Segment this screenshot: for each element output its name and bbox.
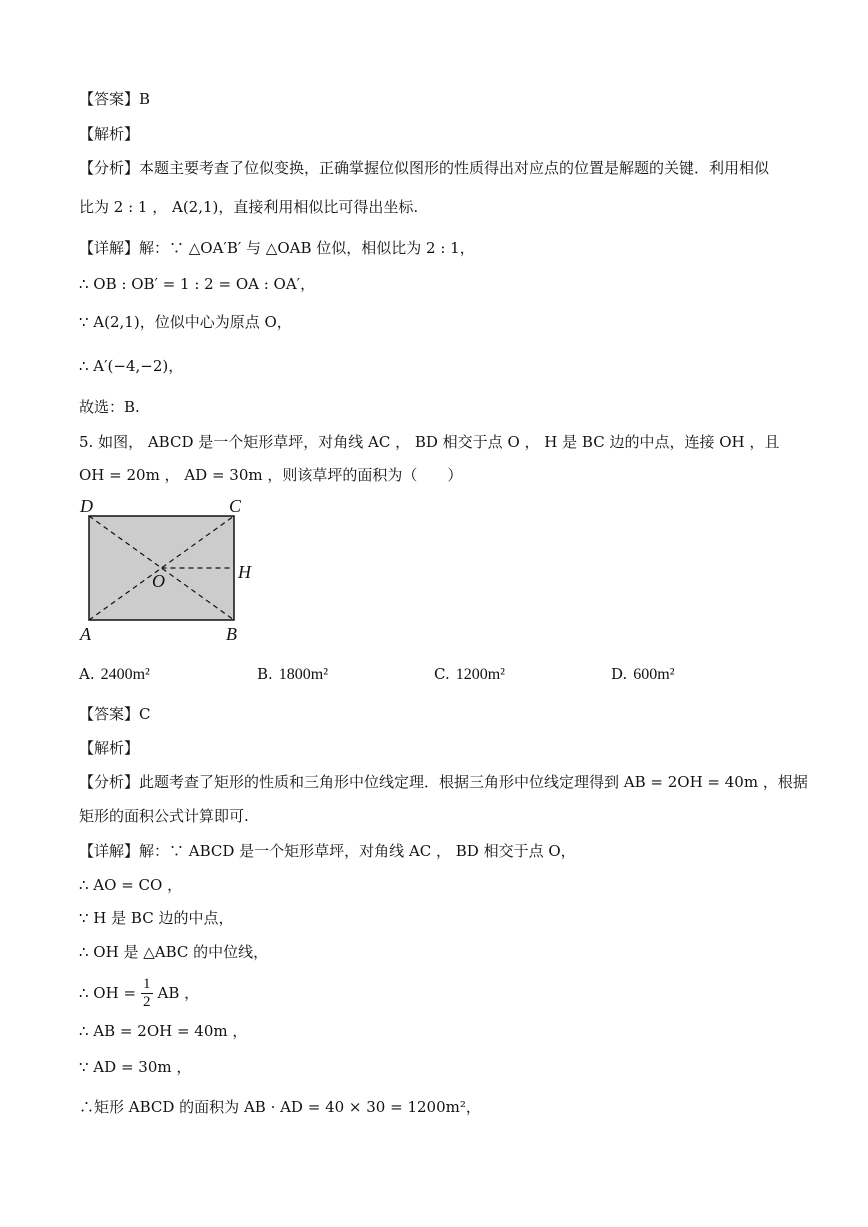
detail-q4-line2: ∴ OB : OB′ = 1 : 2 = OA : OA′， [79,275,316,293]
detail-q5-line4: ∴ OH 是 △ABC 的中位线， [79,943,269,961]
choice-b [257,664,328,685]
fraction-denominator: 2 [143,993,151,1010]
label-a: A [80,624,91,644]
detail-q5-line5 [79,973,199,1013]
detail-q5-line2: ∴ AO = CO ， [79,876,183,894]
label-d: D [80,496,93,516]
analysis-text-q5-line2: 矩形的面积公式计算即可. [79,807,249,825]
label-b: B [226,624,237,644]
detail-q5-line3: ∵ H 是 BC 边的中点， [79,909,234,927]
fraction-numerator: 1 [143,975,151,992]
detail-q4-line1: 【详解】解：∵ △OA′B′ 与 △OAB 位似，相似比为 2 : 1， [79,239,475,257]
detail-q5-line6: ∴ AB = 2OH = 40m ， [79,1022,248,1040]
label-o: O [152,571,165,591]
detail-q5-line5-prefix: ∴ OH = [79,984,137,1002]
detail-q4-line4: ∴ A′(−4,−2)， [79,357,184,375]
detail-q5-line1: 【详解】解：∵ ABCD 是一个矩形草坪，对角线 AC ， BD 相交于点 O， [79,842,576,860]
answer-label-q4: 【答案】B [79,90,151,108]
detail-q5-line5-suffix: AB ， [157,984,200,1002]
choice-b-letter: B. [257,665,273,683]
analysis-heading-q4: 【解析】 [79,125,140,143]
choice-d-letter: D. [611,665,628,683]
choice-a [79,664,150,685]
detail-q5-line8: ∴矩形 ABCD 的面积为 AB · AD = 40 × 30 = 1200m²， [79,1098,481,1116]
choice-a-value: 2400m² [100,666,150,683]
choice-d-value: 600m² [633,666,675,683]
fraction-one-half [141,976,153,1011]
question5-stem-line1: 5. 如图， ABCD 是一个矩形草坪，对角线 AC ， BD 相交于点 O ， H 是 BC 边的中点，连接 OH ，且 [79,433,780,451]
choice-b-value: 1800m² [278,666,329,683]
label-c: C [229,496,242,516]
choice-c-letter: C. [434,665,450,683]
answer-label-q5: 【答案】C [79,705,151,723]
choice-c [434,664,505,685]
detail-q4-line3: ∵ A(2,1)，位似中心为原点 O， [79,313,292,331]
question5-stem-line2: OH = 20m ， AD = 30m ，则该草坪的面积为（ ） [79,466,463,484]
analysis-text-q5-line1: 【分析】此题考查了矩形的性质和三角形中位线定理．根据三角形中位线定理得到 AB = 2OH = 40m ，根据 [79,773,808,791]
analysis-heading-q5: 【解析】 [79,739,140,757]
label-h: H [238,562,251,582]
choice-c-value: 1200m² [455,666,505,683]
detail-q4-choice: 故选：B. [79,398,140,416]
analysis-text-q4-line1: 【分析】本题主要考查了位似变换，正确掌握位似图形的性质得出对应点的位置是解题的关键．利用相似 [79,159,770,177]
analysis-text-q4-line2: 比为 2 : 1 ， A(2,1)，直接利用相似比可得出坐标. [79,198,419,216]
rectangle-figure [76,494,266,646]
choice-a-letter: A. [79,665,95,683]
choice-d [611,664,675,685]
detail-q5-line7: ∵ AD = 30m ， [79,1058,192,1076]
